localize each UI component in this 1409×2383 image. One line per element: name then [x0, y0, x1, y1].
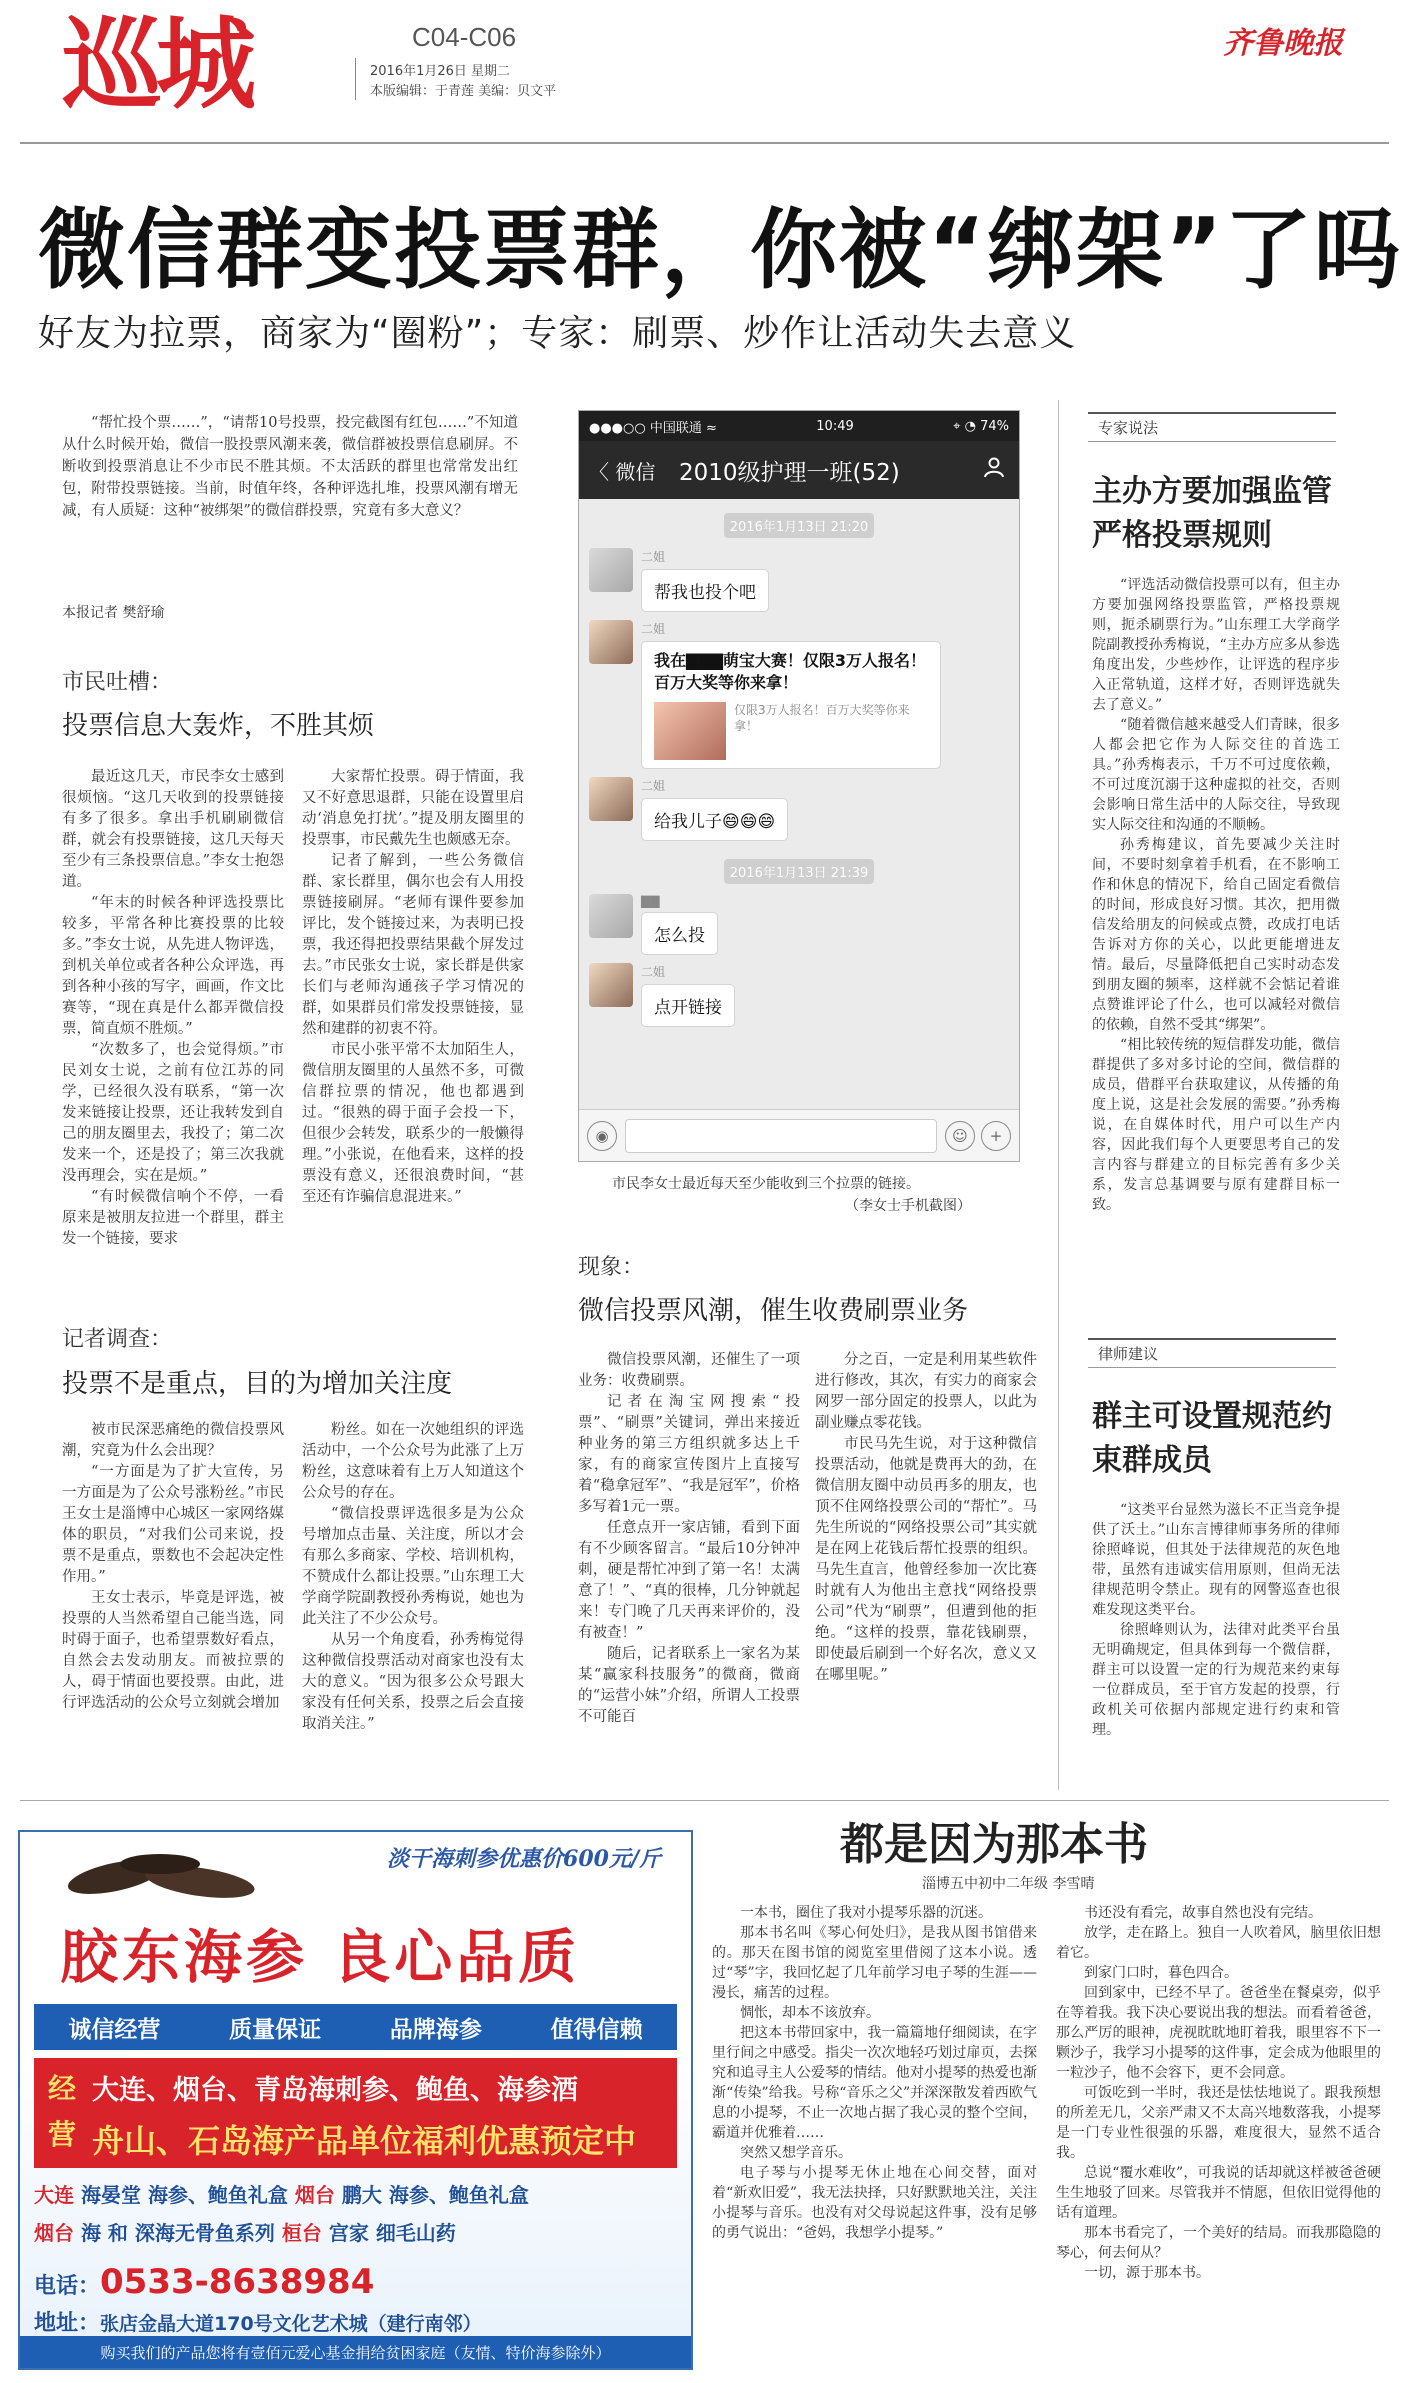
promo-line: 舟山、石岛海产品单位福利优惠预定中 — [92, 2122, 637, 2160]
paragraph: 到家门口时，暮色四合。 — [1084, 1965, 1238, 1981]
essay-author: 淄博五中初中二年级 李雪晴 — [922, 1876, 1095, 1892]
sender-name: 二姐 — [641, 622, 666, 636]
paragraph: 被市民深恶痛绝的微信投票风潮，究竟为什么会出现？ — [62, 1422, 284, 1459]
paragraph: 可饭吃到一半时，我还是怯怯地说了。跟我预想的所差无几，父亲严肃又不太高兴地数落我，小提琴是一门专业性很强的乐器，难度很大，显然不适合我。 — [1056, 2085, 1381, 2161]
message-bubble[interactable]: 帮我也投个吧 — [641, 569, 769, 612]
page-headline: 微信群变投票群，你被“绑架”了吗 — [38, 199, 1403, 301]
sender-name: 二姐 — [641, 965, 666, 979]
chat-message — [579, 616, 1019, 773]
phone-number[interactable]: 0533-8638984 — [100, 2262, 375, 2302]
paragraph: “有时候微信响个不停，一看原来是被朋友拉进一个群里，群主发一个链接，要求 — [62, 1189, 284, 1247]
section1-label: 市民吐槽： — [62, 670, 173, 695]
carrier-text: ●●●○○ 中国联通 ≈ — [589, 420, 717, 436]
battery-text: ⌖ ◔ 74% — [953, 418, 1009, 434]
brand: 宫家 — [328, 2221, 369, 2245]
masthead-rule — [20, 142, 1389, 144]
chat-message — [579, 773, 1019, 845]
lead-text: “帮忙投个票……”，“请帮10号投票，投完截图有红包……”不知道从什么时候开始，微信一股投票风潮来袭，微信群被投票信息刷屏。不断收到投票消息让不少市民不胜其烦。不太活跃的群里也常常发出红包，附带投票链接。当前，时值年终，各种评选扎堆，投票风潮有增无减，有人质疑：这种“被绑架”的微信群投票，究竟有多大意义？ — [62, 415, 518, 519]
lawyer-title: 群主可设置规范约束群成员 — [1092, 1399, 1332, 1478]
avatar[interactable] — [589, 620, 633, 664]
section1-title: 投票信息大轰炸，不胜其烦 — [62, 711, 375, 741]
clock-text: 10:49 — [816, 418, 854, 434]
section2-column-b — [302, 1420, 524, 1735]
section-rule — [20, 1800, 1389, 1801]
brand: 海 和 — [80, 2221, 128, 2245]
paragraph: 书还没有看完，故事自然也没有完结。 — [1084, 1905, 1322, 1921]
emoji-icon[interactable]: ☺ — [945, 1121, 975, 1151]
essay-title: 都是因为那本书 — [840, 1819, 1148, 1870]
region: 桓台 — [281, 2221, 322, 2245]
paragraph: 任意点开一家店铺，看到下面有不少顾客留言。“最后10分钟冲刺，硬是帮忙冲到了第一名！太满意了！”、“真的很棒，几分钟就起来！专门晚了几天再来评价的，没有被查！” — [578, 1520, 800, 1641]
seafood-advertisement[interactable] — [18, 1830, 693, 2370]
photo-caption: 市民李女士最近每天至少能收到三个拉票的链接。 — [612, 1176, 920, 1192]
paragraph: 把这本书带回家中，我一篇篇地仔细阅读，在字里行间之中感受。指尖一次次地轻巧划过扉页，去探究和追寻主人公爱琴的情结。他对小提琴的热爱也渐渐“传染”给我。号称“音乐之父”并深深散发着西欧气息的小提琴，不止一次地占据了我心灵的整个空间，霸道并优雅着…… — [712, 2025, 1037, 2141]
region: 烟台 — [34, 2221, 74, 2245]
paragraph: 大家帮忙投票。碍于情面，我又不好意思退群，只能在设置里启动‘消息免打扰’。”提及朋友圈里的投票事，市民戴先生也颇感无奈。 — [302, 769, 524, 848]
product: 深海无骨鱼系列 — [134, 2221, 275, 2245]
paragraph: “这类平台显然为滋长不正当竞争提供了沃土。”山东言博律师事务所的律师徐照峰说，但其处于法律规范的灰色地带，虽然有违诚实信用原则，但尚无法律规范明令禁止。现有的网警巡查也很难发现这类平台。 — [1092, 1502, 1340, 1618]
address-label: 地址： — [34, 2311, 101, 2336]
paragraph: 孙秀梅建议，首先要减少关注时间，不要时刻拿着手机看，在不影响工作和休息的情况下，给自己固定看微信的时间，形成良好习惯。其次，把用微信发给朋友的问候或点赞，改成打电话告诉对方你的关心，以此更能增进友情。最后，尽量降低把自己实时动态发到朋友圈的频率，这样就不会惦记着谁点赞谁评论了什么，也可以减轻对微信的依赖，自然不受其“绑架”。 — [1092, 837, 1340, 1033]
lead-paragraph — [62, 412, 518, 522]
status-bar — [579, 411, 1019, 441]
paragraph: 从另一个角度看，孙秀梅觉得这种微信投票活动对商家也没有太大的意义。“因为很多公众号跟大家没有任何关系，投票之后会直接取消关注。” — [302, 1632, 524, 1732]
paragraph: “一方面是为了扩大宣传，另一方面是为了公众号涨粉丝。”市民王女士是淄博中心城区一家网络媒体的职员，“对我们公司来说，投票不是重点，票数也不会起决定性作用。” — [62, 1464, 284, 1585]
sender-name: 二姐 — [641, 550, 666, 564]
section3-column-b — [815, 1350, 1037, 1686]
slogan: 品牌海参 — [389, 2016, 482, 2043]
avatar[interactable] — [589, 777, 633, 821]
paragraph: 随后，记者联系上一家名为某某“赢家科技服务”的微商，微商的“运营小妹”介绍，所谓人工投票不可能百 — [578, 1646, 800, 1725]
chat-timestamp: 2016年1月13日 21:20 — [724, 513, 874, 538]
link-description: 仅限3万人报名！百万大奖等你来拿！ — [734, 703, 910, 733]
paragraph: 一切，源于那本书。 — [1084, 2265, 1210, 2281]
sender-name: 二姐 — [641, 779, 666, 793]
chat-message — [579, 890, 1019, 959]
paragraph: 一本书，圈住了我对小提琴乐器的沉迷。 — [740, 1905, 992, 1921]
paragraph: 市民小张平常不太加陌生人，微信朋友圈里的人虽然不多，可微信群拉票的情况，他也都遇到过。“很熟的碍于面子会投一下，但很少会转发，联系少的一般懒得理。”小张说，在他看来，这样的投票没有意义，还很浪费时间，“甚至还有诈骗信息混进来。” — [302, 1042, 524, 1205]
paragraph: 记者在淘宝网搜索“投票”、“刷票”关键词，弹出来接近种业务的第三方组织就多达上千家，有的商家宣传图片上直接写着“稳拿冠军”、“我是冠军”，价格多写着1元一票。 — [578, 1394, 800, 1515]
product: 海参、鲍鱼礼盒 — [147, 2183, 288, 2207]
ad-products-box — [34, 2058, 677, 2168]
section-logo: 巡城 — [62, 6, 250, 123]
section3-column-a — [578, 1350, 800, 1728]
paragraph: “年末的时候各种评选投票比较多，平常各种比赛投票的比较多。”李女士说，从先进人物评选，到机关单位或者各种公众评选，再到各种小孩的写字，画画，作文比赛等，“现在真是什么都弄微信投票，简直烦不胜烦。” — [62, 895, 284, 1037]
chat-input-bar — [579, 1109, 1019, 1161]
brand: 海晏堂 — [80, 2183, 141, 2207]
paragraph: 总说“覆水难收”，可我说的话却就这样被爸爸硬生生地驳了回来。尽管我并不情愿，但依旧觉得他的话有道理。 — [1056, 2165, 1381, 2221]
paragraph: “相比较传统的短信群发功能，微信群提供了多对多讨论的空间，微信群的成员，借群平台获取建议，从传播的角度上说，这是社会发展的需要。”孙秀梅说，在自媒体时代，用户可以生产内容，因此我们每个人更要思考自己的发言内容与群建立的目标完善有多少关系，发言总基调要与原有建群目标一致。 — [1092, 1037, 1340, 1213]
section2-column-a — [62, 1420, 284, 1714]
region: 烟台 — [294, 2183, 335, 2207]
paragraph: 惆怅，却本不该放弃。 — [740, 2005, 880, 2021]
sender-name: ▇▇ — [641, 894, 660, 908]
slogan: 诚信经营 — [68, 2016, 161, 2043]
paragraph: “随着微信越来越受人们青睐，很多人都会把它作为人际交往的首选工具。”孙秀梅表示，千万不可过度依赖，不可过度沉溺于这种虚拟的社交，否则会影响日常生活中的人际交往，导致现实人际交往和沟通的不顺畅。 — [1092, 717, 1340, 833]
paragraph: 分之百，一定是利用某些软件进行修改，其次，有实力的商家会网罗一部分固定的投票人，以此为副业赚点零花钱。 — [815, 1352, 1037, 1431]
message-input[interactable] — [625, 1119, 937, 1153]
products-line: 大连、烟台、青岛海刺参、鲍鱼、海参酒 — [92, 2075, 578, 2106]
business-label: 经营 — [47, 2072, 76, 2151]
expert-title: 主办方要加强监管严格投票规则 — [1092, 474, 1332, 553]
date-line: 2016年1月26日 星期二 — [370, 64, 511, 79]
editor-line: 本版编辑：于青莲 美编：贝文平 — [370, 84, 557, 99]
link-card[interactable] — [641, 641, 941, 769]
avatar[interactable] — [589, 894, 633, 938]
photo-credit: （李女士手机截图） — [845, 1198, 971, 1214]
page-subheadline: 好友为拉票，商家为“圈粉”；专家：刷票、炒作让活动失去意义 — [38, 313, 1077, 354]
paragraph: 突然又想学音乐。 — [740, 2145, 852, 2161]
paragraph: 微信投票风潮，还催生了一项业务：收费刷票。 — [578, 1352, 800, 1389]
paragraph: “评选活动微信投票可以有，但主办方要加强网络投票监管，严格投票规则，扼杀刷票行为。”山东理工大学商学院副教授孙秀梅说，“主办方应多从参选角度出发，少些炒作，让评选的程序步入正常轨道，这样才好，否则评选就失去了意义。” — [1092, 577, 1340, 713]
voice-icon[interactable]: ◉ — [587, 1121, 617, 1151]
masthead-divider — [355, 58, 356, 100]
paragraph: 最近这几天，市民李女士感到很烦恼。“这几天收到的投票链接有多了很多。拿出手机刷刷微信群，就会有投票链接，这几天每天至少有三条投票信息。”李女士抱怨道。 — [62, 769, 284, 890]
message-bubble[interactable]: 给我儿子😄😄😄 — [641, 798, 788, 841]
slogan: 质量保证 — [229, 2016, 322, 2043]
paragraph: 记者了解到，一些公务微信群、家长群里，偶尔也会有人用投票链接刷屏。“老师有课件要参加评比，发个链接过来，为表明已投票，我还得把投票结果截个屏发过去。”市民张女士说，家长群是供家长们与老师沟通孩子学习情况的群，如果群员们常发投票链接，显然和建群的初衷不符。 — [302, 853, 524, 1037]
product: 海参、鲍鱼礼盒 — [388, 2183, 529, 2207]
plus-icon[interactable]: + — [981, 1121, 1011, 1151]
person-icon[interactable] — [969, 455, 1019, 485]
product: 细毛山药 — [375, 2221, 456, 2245]
expert-body — [1092, 575, 1340, 1215]
paragraph: 电子琴与小提琴无休止地在心间交替，面对着“新欢旧爱”，我无法抉择，只好默默地关注，关注小提琴与音乐。也没有对父母说起这件事，没有足够的勇气说出：“爸妈，我想学小提琴。” — [712, 2165, 1037, 2241]
slogan: 值得信赖 — [550, 2016, 643, 2043]
section1-column-a — [62, 767, 284, 1250]
paragraph: 那本书看完了，一个美好的结局。而我那隐隐的琴心，何去何从？ — [1056, 2225, 1381, 2261]
avatar[interactable] — [589, 963, 633, 1007]
brand: 鹏大 — [341, 2183, 382, 2207]
expert-tag: 专家说法 — [1088, 412, 1336, 442]
region: 大连 — [34, 2183, 74, 2207]
lawyer-body — [1092, 1500, 1340, 1740]
link-thumbnail — [654, 702, 726, 760]
paragraph: 那本书名叫《琴心何处归》，是我从图书馆借来的。那天在图书馆的阅览室里借阅了这本小说。透过“琴”字，我回忆起了几年前学习电子琴的生涯——漫长，痛苦的过程。 — [712, 1925, 1037, 2001]
ad-brand: 胶东海参 良心品质 — [60, 1923, 581, 1991]
brand-row — [34, 2176, 677, 2214]
chat-title: 2010级护理一班(52) — [679, 459, 900, 486]
paragraph: “微信投票评选很多是为公众号增加点击量、关注度，所以才会有那么多商家、学校、培训机构，不赞成什么都让投票。”山东理工大学商学院副教授孙秀梅说，她也为此关注了不少公众号。 — [302, 1506, 524, 1627]
brand-row — [34, 2214, 677, 2252]
phone-label: 电话： — [34, 2274, 101, 2299]
back-button[interactable]: 〈 微信 — [589, 459, 656, 484]
ad-brand-grid — [34, 2176, 677, 2252]
paragraph: “次数多了，也会觉得烦。”市民刘女士说，之前有位江苏的同学，已经很久没有联系，“第一次发来链接让投票，还让我转发到自己的朋友圈里去，我投了；第二次发来一个，还是投了；第三次我就没再理会，实在是烦。” — [62, 1042, 284, 1184]
paragraph: 回到家中，已经不早了。爸爸坐在餐桌旁，似乎在等着我。我下决心要说出我的想法。而看着爸爸，那么严厉的眼神，虎视眈眈地盯着我，眼里容不下一颗沙子，我学习小提琴的这件事，定会成为他眼里的一粒沙子，他不会容下，更不会同意。 — [1056, 1985, 1381, 2081]
section3-label: 现象： — [578, 1255, 645, 1280]
ad-offer: 淡干海刺参优惠价600元/斤 — [387, 1846, 661, 1872]
paragraph: 王女士表示，毕竟是评选，被投票的人当然希望自己能当选，同时碍于面子，也希望票数好看点，自然会去发动朋友。而被拉票的人，碍于情面也要投票。由此，进行评选活动的公众号立刻就会增加 — [62, 1590, 284, 1711]
essay-column-a — [712, 1903, 1037, 2243]
address: 张店金晶大道170号文化艺术城（建行南邻） — [100, 2313, 482, 2335]
chat-timestamp: 2016年1月13日 21:39 — [724, 859, 874, 884]
newspaper-logo: 齐鲁晚报 — [1223, 26, 1343, 61]
message-bubble[interactable]: 怎么投 — [641, 912, 718, 955]
ad-slogans — [34, 2004, 677, 2050]
byline: 本报记者 樊舒瑜 — [62, 605, 165, 621]
chat-navbar — [579, 441, 1019, 499]
section2-title: 投票不是重点，目的为增加关注度 — [62, 1369, 453, 1399]
page-range: C04-C06 — [412, 22, 517, 52]
essay-column-b — [1056, 1903, 1381, 2283]
wechat-screenshot — [578, 410, 1020, 1162]
paragraph: 徐照峰则认为，法律对此类平台虽无明确规定，但具体到每一个微信群，群主可以设置一定的行为规范来约束每一位群成员，至于官方发起的投票，行政机关可依据内部规定进行约束和管理。 — [1092, 1622, 1340, 1738]
column-divider — [1058, 400, 1059, 1790]
chat-message — [579, 544, 1019, 616]
ad-contact — [34, 2262, 482, 2337]
section3-title: 微信投票风潮，催生收费刷票业务 — [578, 1296, 969, 1326]
link-title: 我在▇▇▇萌宝大赛！仅限3万人报名！百万大奖等你来拿！ — [654, 651, 927, 692]
chat-message — [579, 959, 1019, 1031]
paragraph: 放学，走在路上。独自一人吹着风，脑里依旧想着它。 — [1056, 1925, 1381, 1961]
paragraph: 市民马先生说，对于这种微信投票活动，他就是费再大的劲，在微信朋友圈中动员再多的朋友，也顶不住网络投票公司的“帮忙”。马先生所说的“网络投票公司”其实就是在网上花钱后帮忙投票的组织。马先生直言，他曾经参加一次比赛时就有人为他出主意找“网络投票公司”代为“刷票”，但遭到他的拒绝。“这样的投票，靠花钱刷票，即使最后刷到一个好名次，意义又在哪里呢。” — [815, 1436, 1037, 1683]
ad-footer: 购买我们的产品您将有壹佰元爱心基金捐给贫困家庭（友情、特价海参除外） — [20, 2336, 691, 2368]
lawyer-tag: 律师建议 — [1088, 1338, 1336, 1368]
paragraph: 粉丝。如在一次她组织的评选活动中，一个公众号为此涨了上万粉丝，这意味着有上万人知道这个公众号的存在。 — [302, 1422, 524, 1501]
avatar[interactable] — [589, 548, 633, 592]
section1-column-b — [302, 767, 524, 1208]
section2-label: 记者调查： — [62, 1327, 173, 1352]
sea-cucumber-icon — [60, 1842, 270, 1912]
message-bubble[interactable]: 点开链接 — [641, 984, 735, 1027]
